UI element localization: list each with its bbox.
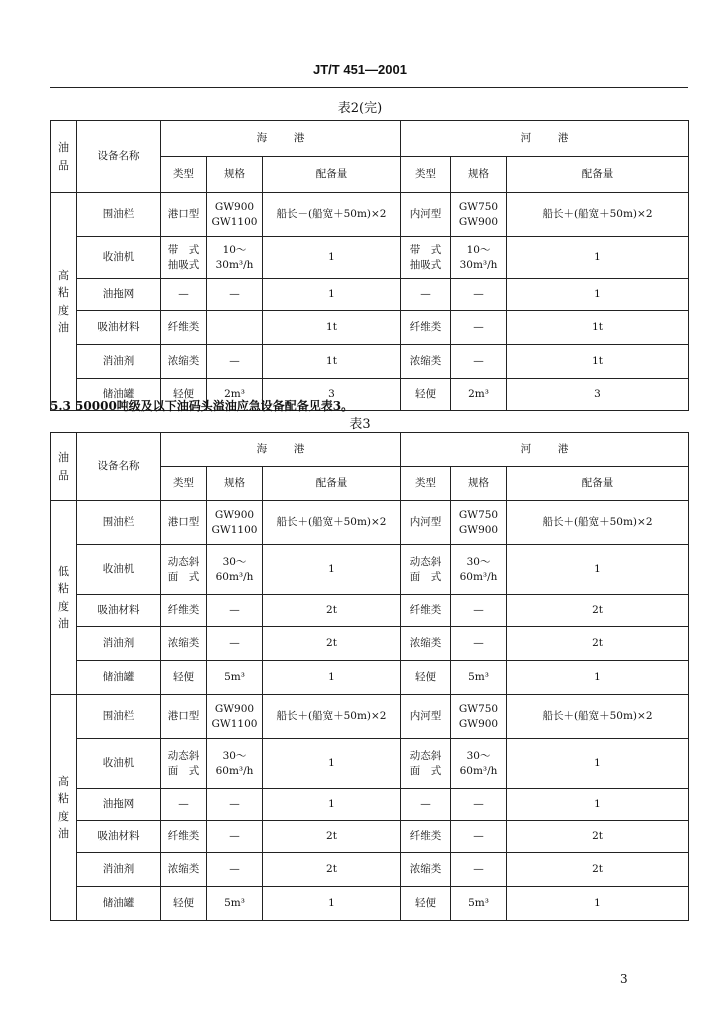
table3-caption: 表3 xyxy=(349,417,371,432)
sea-type-cell: 浓缩类 xyxy=(161,627,207,661)
sea-spec-cell: 5m³ xyxy=(207,661,263,695)
river-amount-cell: 船长＋(船宽＋50m)×2 xyxy=(507,501,689,545)
equipment-name-cell: 油拖网 xyxy=(77,279,161,311)
river-spec-cell: — xyxy=(451,627,507,661)
river-port-header: 河 港 xyxy=(401,121,689,157)
river-type-cell: 带 式 抽吸式 xyxy=(401,237,451,279)
sea-spec-cell xyxy=(207,311,263,345)
table-row xyxy=(51,311,689,345)
sea-type-cell: 浓缩类 xyxy=(161,853,207,887)
sea-spec-cell: GW900 GW1100 xyxy=(207,501,263,545)
river-amount-cell: 1 xyxy=(507,279,689,311)
sea-spec-cell: — xyxy=(207,853,263,887)
table-row xyxy=(51,627,689,661)
river-spec-cell: 30～60m³/h xyxy=(451,545,507,595)
table-row xyxy=(51,739,689,789)
river-type-cell: — xyxy=(401,789,451,821)
sea-spec-cell: 30～60m³/h xyxy=(207,739,263,789)
table-row xyxy=(51,595,689,627)
river-spec-cell: 10～30m³/h xyxy=(451,237,507,279)
river-type-cell: 轻便 xyxy=(401,887,451,921)
river-amount-cell: 1 xyxy=(507,887,689,921)
river-amount-cell: 3 xyxy=(507,379,689,411)
equipment-name-cell: 收油机 xyxy=(77,545,161,595)
sea-amount-cell: 2t xyxy=(263,627,401,661)
sea-type-cell: 纤维类 xyxy=(161,311,207,345)
sea-amount-cell: 1 xyxy=(263,887,401,921)
amount-header: 配备量 xyxy=(507,157,689,193)
sea-spec-cell: — xyxy=(207,821,263,853)
type-header: 类型 xyxy=(401,157,451,193)
equipment-name-header: 设备名称 xyxy=(77,121,161,193)
river-type-cell: 轻便 xyxy=(401,661,451,695)
river-amount-cell: 1 xyxy=(507,661,689,695)
river-type-cell: 浓缩类 xyxy=(401,627,451,661)
equipment-name-cell: 储油罐 xyxy=(77,661,161,695)
spec-header: 规格 xyxy=(207,157,263,193)
page-number: 3 xyxy=(620,972,628,986)
river-type-cell: 纤维类 xyxy=(401,595,451,627)
sea-amount-cell: 1 xyxy=(263,279,401,311)
table-row xyxy=(51,545,689,595)
river-spec-cell: — xyxy=(451,311,507,345)
amount-header: 配备量 xyxy=(507,467,689,501)
equipment-name-cell: 储油罐 xyxy=(77,379,161,411)
table-row xyxy=(51,821,689,853)
header-rule xyxy=(50,87,688,88)
sea-spec-cell: 10～30m³/h xyxy=(207,237,263,279)
sea-spec-cell: GW900 GW1100 xyxy=(207,193,263,237)
equipment-name-cell: 吸油材料 xyxy=(77,311,161,345)
sea-type-cell: 纤维类 xyxy=(161,595,207,627)
oil-type-header: 油 品 xyxy=(51,121,77,193)
spec-header: 规格 xyxy=(207,467,263,501)
sea-type-cell: 轻便 xyxy=(161,661,207,695)
river-spec-cell: GW750 GW900 xyxy=(451,695,507,739)
river-type-cell: 内河型 xyxy=(401,193,451,237)
river-spec-cell: 2m³ xyxy=(451,379,507,411)
river-type-cell: 内河型 xyxy=(401,501,451,545)
sea-amount-cell: 1 xyxy=(263,739,401,789)
sea-spec-cell: 5m³ xyxy=(207,887,263,921)
river-type-cell: 动态斜 面 式 xyxy=(401,545,451,595)
sea-amount-cell: 船长＋(船宽＋50m)×2 xyxy=(263,695,401,739)
type-header: 类型 xyxy=(161,157,207,193)
sea-type-cell: — xyxy=(161,279,207,311)
equipment-name-cell: 消油剂 xyxy=(77,853,161,887)
sea-amount-cell: 1 xyxy=(263,789,401,821)
table-row xyxy=(51,695,689,739)
table-row xyxy=(51,853,689,887)
river-amount-cell: 船长＋(船宽＋50m)×2 xyxy=(507,193,689,237)
river-amount-cell: 1t xyxy=(507,311,689,345)
sea-type-cell: 动态斜 面 式 xyxy=(161,739,207,789)
river-type-cell: 内河型 xyxy=(401,695,451,739)
table-row xyxy=(51,789,689,821)
river-spec-cell: GW750 GW900 xyxy=(451,501,507,545)
river-type-cell: — xyxy=(401,279,451,311)
sea-type-cell: — xyxy=(161,789,207,821)
river-amount-cell: 2t xyxy=(507,853,689,887)
oil-group-label: 高 粘 度 油 xyxy=(51,695,77,921)
river-spec-cell: — xyxy=(451,279,507,311)
type-header: 类型 xyxy=(401,467,451,501)
sea-port-header: 海 港 xyxy=(161,433,401,467)
amount-header: 配备量 xyxy=(263,157,401,193)
sea-amount-cell: 2t xyxy=(263,595,401,627)
river-amount-cell: 1 xyxy=(507,739,689,789)
equipment-name-cell: 围油栏 xyxy=(77,695,161,739)
section-5-3: 5.3 50000吨级及以下油码头溢油应急设备配备见表3。 xyxy=(50,399,354,413)
sea-spec-cell: 30～60m³/h xyxy=(207,545,263,595)
spec-header: 规格 xyxy=(451,467,507,501)
river-spec-cell: 5m³ xyxy=(451,887,507,921)
river-spec-cell: 30～60m³/h xyxy=(451,739,507,789)
sea-spec-cell: — xyxy=(207,789,263,821)
river-spec-cell: — xyxy=(451,345,507,379)
sea-spec-cell: — xyxy=(207,345,263,379)
sea-port-header: 海 港 xyxy=(161,121,401,157)
sea-type-cell: 轻便 xyxy=(161,887,207,921)
spec-header: 规格 xyxy=(451,157,507,193)
sea-spec-cell: — xyxy=(207,279,263,311)
sea-type-cell: 港口型 xyxy=(161,193,207,237)
sea-amount-cell: 1 xyxy=(263,661,401,695)
river-amount-cell: 1 xyxy=(507,237,689,279)
table2-caption: 表2(完) xyxy=(337,101,383,116)
river-type-cell: 浓缩类 xyxy=(401,345,451,379)
sea-amount-cell: 2t xyxy=(263,853,401,887)
equipment-name-cell: 消油剂 xyxy=(77,627,161,661)
equipment-name-cell: 油拖网 xyxy=(77,789,161,821)
sea-type-cell: 港口型 xyxy=(161,501,207,545)
sea-type-cell: 港口型 xyxy=(161,695,207,739)
sea-amount-cell: 2t xyxy=(263,821,401,853)
sea-type-cell: 带 式 抽吸式 xyxy=(161,237,207,279)
equipment-name-cell: 吸油材料 xyxy=(77,821,161,853)
table-row xyxy=(51,279,689,311)
oil-group-label: 高 粘 度 油 xyxy=(51,193,77,411)
sea-amount-cell: 1 xyxy=(263,237,401,279)
document-header: JT/T 451—2001 xyxy=(313,62,407,77)
equipment-name-cell: 储油罐 xyxy=(77,887,161,921)
sea-amount-cell: 船长＋(船宽＋50m)×2 xyxy=(263,501,401,545)
river-amount-cell: 2t xyxy=(507,595,689,627)
sea-type-cell: 浓缩类 xyxy=(161,345,207,379)
river-type-cell: 纤维类 xyxy=(401,311,451,345)
river-amount-cell: 1 xyxy=(507,789,689,821)
table-3 xyxy=(50,432,689,921)
river-spec-cell: — xyxy=(451,853,507,887)
sea-spec-cell: — xyxy=(207,595,263,627)
equipment-name-cell: 消油剂 xyxy=(77,345,161,379)
river-spec-cell: — xyxy=(451,789,507,821)
river-spec-cell: — xyxy=(451,821,507,853)
river-spec-cell: GW750 GW900 xyxy=(451,193,507,237)
river-spec-cell: — xyxy=(451,595,507,627)
river-port-header: 河 港 xyxy=(401,433,689,467)
sea-amount-cell: 1 xyxy=(263,545,401,595)
river-amount-cell: 船长＋(船宽＋50m)×2 xyxy=(507,695,689,739)
river-spec-cell: 5m³ xyxy=(451,661,507,695)
river-amount-cell: 1t xyxy=(507,345,689,379)
river-amount-cell: 2t xyxy=(507,627,689,661)
river-type-cell: 纤维类 xyxy=(401,821,451,853)
oil-group-label: 低 粘 度 油 xyxy=(51,501,77,695)
sea-amount-cell: 1t xyxy=(263,311,401,345)
sea-type-cell: 动态斜 面 式 xyxy=(161,545,207,595)
river-amount-cell: 1 xyxy=(507,545,689,595)
river-amount-cell: 2t xyxy=(507,821,689,853)
type-header: 类型 xyxy=(161,467,207,501)
river-type-cell: 动态斜 面 式 xyxy=(401,739,451,789)
table-row xyxy=(51,661,689,695)
equipment-name-header: 设备名称 xyxy=(77,433,161,501)
oil-type-header: 油 品 xyxy=(51,433,77,501)
sea-amount-cell: 3 xyxy=(263,379,401,411)
table-row xyxy=(51,887,689,921)
sea-spec-cell: — xyxy=(207,627,263,661)
table-row xyxy=(51,193,689,237)
river-type-cell: 轻便 xyxy=(401,379,451,411)
equipment-name-cell: 围油栏 xyxy=(77,193,161,237)
table-row xyxy=(51,237,689,279)
sea-type-cell: 纤维类 xyxy=(161,821,207,853)
equipment-name-cell: 收油机 xyxy=(77,237,161,279)
river-type-cell: 浓缩类 xyxy=(401,853,451,887)
sea-amount-cell: 1t xyxy=(263,345,401,379)
amount-header: 配备量 xyxy=(263,467,401,501)
table-2 xyxy=(50,120,689,411)
equipment-name-cell: 围油栏 xyxy=(77,501,161,545)
sea-spec-cell: 2m³ xyxy=(207,379,263,411)
table-row xyxy=(51,501,689,545)
equipment-name-cell: 收油机 xyxy=(77,739,161,789)
table-row xyxy=(51,345,689,379)
equipment-name-cell: 吸油材料 xyxy=(77,595,161,627)
sea-amount-cell: 船长－(船宽＋50m)×2 xyxy=(263,193,401,237)
sea-type-cell: 轻便 xyxy=(161,379,207,411)
sea-spec-cell: GW900 GW1100 xyxy=(207,695,263,739)
